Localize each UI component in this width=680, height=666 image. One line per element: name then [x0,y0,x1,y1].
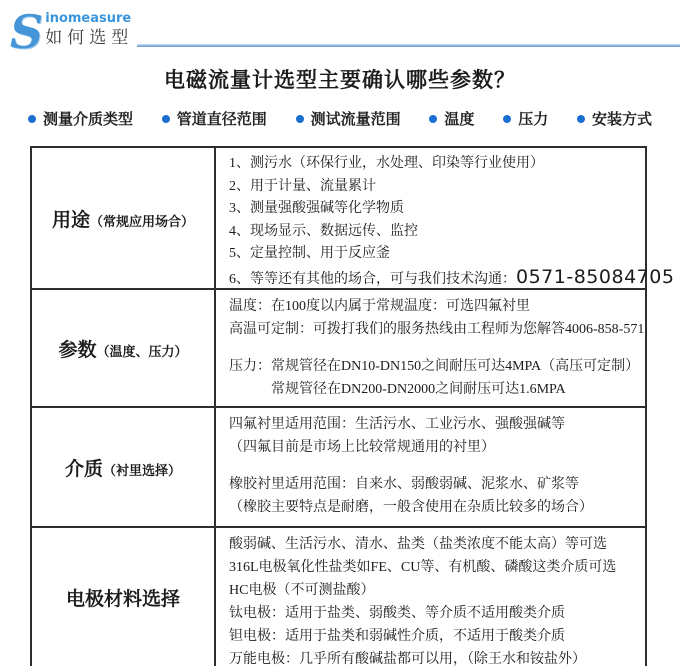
line-spacer [229,341,645,355]
content-line: 压力：常规管径在DN10-DN150之间耐压可达4MPA（高压可定制） [229,359,640,374]
bullet-dot-icon [28,115,36,123]
row-header-label: 电极材料选择 [65,589,180,610]
row-content-cell [216,528,645,666]
content-line [229,266,674,292]
sinomeasure-logo [10,5,134,59]
bullet-dot-icon [503,115,511,123]
row-header-label: 用途 [51,209,90,231]
content-line: 常规管径在DN200-DN2000之间耐压可达1.6MPA [271,382,566,397]
bullet-label: 测量介质类型 [43,112,134,128]
content-line: 5、定量控制、用于反应釜 [229,246,390,261]
bullet-dot-icon [162,115,170,123]
content-line: 2、用于计量、流量累计 [229,178,376,194]
content-line: 钽电极：适用于盐类和弱碱性介质，不适用于酸类介质 [229,629,565,644]
row-header-cell [32,528,216,666]
bullet-item-medium-type [28,108,133,129]
logo-tagline: 如何选型 [45,28,134,47]
row-header-note: （常规应用场合） [90,213,195,229]
row-header-cell [32,148,216,288]
bullet-dot-icon [429,115,437,123]
content-line: 3、测量强酸强碱等化学物质 [229,201,404,216]
content-line: 4、现场显示、数据远传、监控 [229,223,418,239]
bullet-label: 压力 [518,112,549,128]
bullet-item-flow-range [296,108,401,129]
row-content-cell [216,408,645,526]
logo-s-icon: S [10,5,44,59]
content-line: 万能电极：几乎所有酸碱盐都可以用，（除王水和铵盐外） [229,652,586,666]
content-line: 酸弱碱、生活污水、清水、盐类（盐类浓度不能太高）等可选 [229,537,607,552]
page-title: 电磁流量计选型主要确认哪些参数？ [164,68,516,92]
row-header-label: 介质 [64,458,103,480]
bullet-item-temperature [429,108,474,129]
content-line: 316L电极氧化性盐类如FE、CU等、有机酸、磷酸这类介质可选 [229,560,617,575]
row-header-cell [32,290,216,406]
content-line: 高温可定制：可拨打我们的服务热线由工程师为您解答4006-858-571 [229,322,645,337]
bullet-dot-icon [577,115,585,123]
row-content-cell [216,148,674,288]
row-header-label: 参数 [58,339,97,361]
table-row-electrode [32,526,645,666]
logo-brand-text: inomeasure [45,11,132,26]
header-divider-line [137,44,680,47]
phone-number: 0571-85084705 [516,265,675,288]
line-spacer [229,459,645,473]
content-line: 1、测污水（环保行业，水处理、印染等行业使用） [229,156,544,171]
parameter-bullet-row [28,108,652,129]
table-row-parameters [32,288,645,406]
contact-line-text: 6、等等还有其他的场合，可与我们技术沟通： [229,271,516,287]
row-header-note: （衬里选择） [103,462,182,478]
bullet-label: 安装方式 [591,112,652,128]
header [0,0,680,59]
bullet-label: 测试流量范围 [310,112,401,128]
content-line: 四氟衬里适用范围：生活污水、工业污水、强酸强碱等 [229,417,565,432]
content-line: （四氟目前是市场上比较常规通用的衬里） [229,440,495,455]
bullet-item-pipe-diameter [162,108,267,129]
content-line: 钛电极：适用于盐类、弱酸类、等介质不适用酸类介质 [229,606,565,621]
content-line: 橡胶衬里适用范围：自来水、弱酸弱碱、泥浆水、矿浆等 [229,477,579,492]
bullet-item-installation [577,108,652,129]
table-row-usage [32,148,675,288]
content-line: （橡胶主要特点是耐磨，一般含使用在杂质比较多的场合） [229,500,593,515]
bullet-dot-icon [296,115,304,123]
content-line: HC电极（不可测盐酸） [229,583,375,598]
bullet-label: 管道直径范围 [176,112,267,128]
table-row-medium [32,406,645,526]
bullet-item-pressure [503,108,548,129]
row-header-note: （温度、压力） [96,343,188,359]
content-line: 温度：在100度以内属于常规温度：可选四氟衬里 [229,299,530,314]
row-header-cell [32,408,216,526]
row-content-cell [216,290,645,406]
bullet-label: 温度 [444,112,475,128]
selection-table [30,146,675,666]
